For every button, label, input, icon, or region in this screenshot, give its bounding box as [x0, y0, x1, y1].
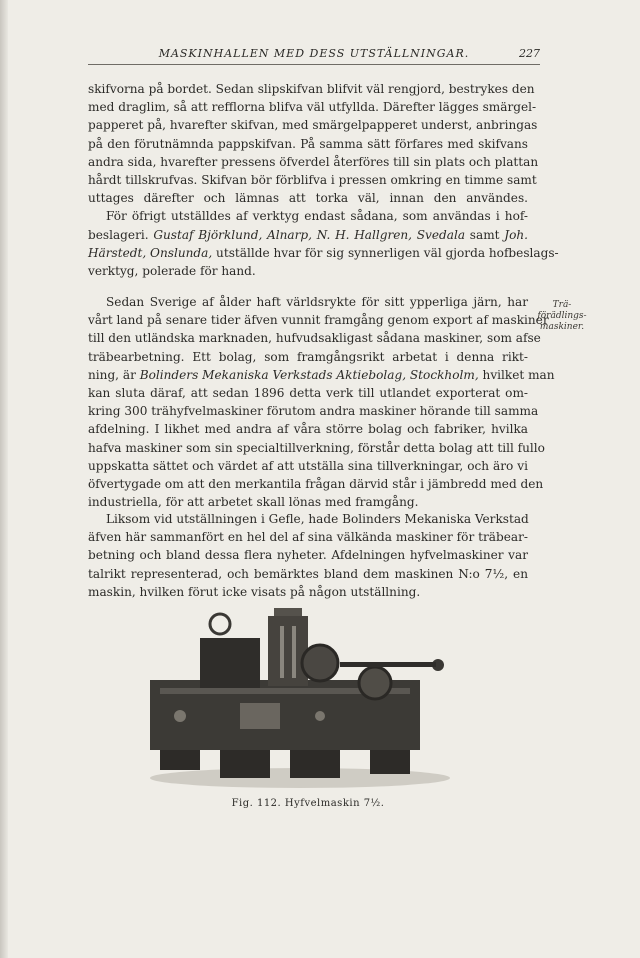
text: beslageri. [88, 227, 154, 242]
text-line: uttages därefter och lämnas att torka väl, innan den användes. [88, 191, 528, 206]
text-line: med draglim, så att refflorna blifva väl utfyllda. Därefter lägges smärgel- [88, 100, 537, 115]
planing-machine-illustration [140, 608, 460, 798]
text-line [88, 244, 559, 262]
text: hvilket man [478, 367, 555, 382]
text-line [88, 366, 555, 384]
figure-caption: Fig. 112. Hyfvelmaskin 7½. [231, 798, 385, 809]
exhibitor-names: Gustaf Björklund, Alnarp, N. H. Hallgren, Svedala [153, 227, 466, 242]
text-line: till den utländska marknaden, hufvudsakligast sådana maskiner, som afse [88, 331, 541, 346]
text-line: papperet på, hvarefter skifvan, med smärgelpapperet underst, anbringas [88, 118, 538, 133]
text-line: Sedan Sverige af ålder haft världsrykte för sitt ypperliga järn, har [106, 295, 528, 309]
text-line: på den förutnämnda pappskifvan. På samma sätt förfares med skifvans [88, 136, 528, 151]
text-line: verktyg, polerade för hand. [88, 263, 256, 278]
margin-note-line: maskiner. [539, 322, 585, 332]
page-number: 227 [519, 47, 540, 60]
text-line: öfvertygade om att den merkantila frågan därvid står i jämbredd med den [88, 476, 544, 491]
text-line: kring 300 trähyfvelmaskiner förutom andra maskiner hörande till samma [88, 404, 539, 419]
text-line: För öfrigt utställdes af verktyg endast sådana, som användas i hof- [106, 209, 528, 224]
header-title: MASKINHALLEN MED DESS UTSTÄLLNINGAR. [158, 47, 470, 60]
page-edge [0, 0, 8, 958]
text-line: talrikt representerad, och bemärktes bland dem maskinen N:o 7½, en [88, 566, 528, 581]
exhibitor-names: Härstedt, Onslunda, [88, 245, 213, 260]
text-line: träbearbetning. Ett bolag, som framgångsrikt arbetat i denna rikt- [88, 349, 528, 364]
text: ning, är [88, 367, 140, 382]
text-line: äfven här sammanfört en hel del af sina välkända maskiner för träbear- [88, 530, 528, 545]
margin-note-line: Trä- [552, 300, 572, 310]
text-line: uppskatta sättet och värdet af att utställa sina tillverkningar, och äro vi [88, 458, 528, 473]
paragraph-1 [88, 80, 559, 280]
text: utställde hvar för sig synnerligen väl gjorda hofbeslags- [212, 245, 559, 260]
text-line: Liksom vid utställningen i Gefle, hade Bolinders Mekaniska Verkstad [106, 512, 529, 526]
running-header [88, 46, 540, 65]
text-line: skifvorna på bordet. Sedan slipskifvan blifvit väl rengjord, bestrykes den [88, 82, 535, 96]
company-name: Bolinders Mekaniska Verkstads Aktiebolag, Stockholm, [139, 367, 479, 382]
text-line: andra sida, hvarefter pressens öfverdel återföres till sin plats och plattan [88, 154, 539, 169]
text-line: vårt land på senare tider äfven vunnit framgång genom export af maskiner [88, 313, 549, 328]
text-line: betning och bland dessa flera nyheter. Afdelningen hyfvelmaskiner var [88, 548, 528, 563]
text-line: kan sluta däraf, att sedan 1896 detta verk till utlandet exporterat om- [88, 385, 528, 400]
text-line: industriella, för att arbetet skall lönas med framgång. [88, 495, 419, 510]
text-line: hårdt tillskrufvas. Skifvan bör förblifva i pressen omkring en timme samt [88, 172, 537, 187]
text-line: hafva maskiner som sin specialtillverkning, förstår detta bolag att till fullo [88, 440, 545, 455]
paragraph-4 [88, 510, 528, 601]
exhibitor-name: Joh. [504, 227, 529, 242]
paragraph-3 [88, 293, 555, 511]
figure-planing-machine [140, 608, 460, 798]
text: samt [465, 227, 505, 242]
text-line [88, 226, 528, 244]
text-line: maskin, hvilken förut icke visats på någon utställning. [88, 584, 421, 599]
margin-note-line: förädlings- [537, 311, 587, 321]
text-line: afdelning. I likhet med andra af våra större bolag och fabriker, hvilka [88, 422, 528, 437]
